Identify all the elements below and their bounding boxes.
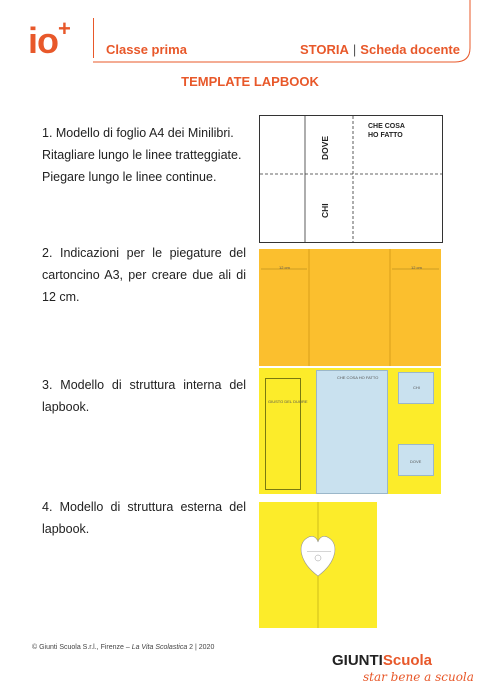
- giunti-scuola-logo: GIUNTIScuola: [332, 652, 433, 669]
- header-border: [0, 0, 500, 80]
- chi-label: CHI: [320, 203, 330, 218]
- dove-card: DOVE: [398, 444, 434, 476]
- item-2-text: 2. Indicazioni per le piegature del cartoncino A3, per creare due ali di 12 cm.: [42, 246, 246, 304]
- chi-card: CHI: [398, 372, 434, 404]
- giusto-panel: GIUSTO DEL DUORE: [265, 378, 301, 490]
- class-label: Classe prima: [106, 42, 187, 57]
- subject-label: STORIA | Scheda docente: [300, 42, 460, 57]
- right-wing-mark: 12 cm: [411, 265, 422, 270]
- heart-label: ——————: [307, 548, 331, 553]
- header-divider: [93, 18, 94, 58]
- che-cosa-label: CHE COSA HO FATTO: [368, 123, 405, 139]
- outer-structure-figure: [259, 502, 377, 628]
- a3-fold-figure: [259, 249, 441, 366]
- left-wing-mark: 12 cm: [279, 265, 290, 270]
- page-title: TEMPLATE LAPBOOK: [181, 74, 319, 89]
- center-blue-panel: CHE COSA HO FATTO: [316, 370, 388, 494]
- io-plus-logo: io+: [28, 16, 70, 61]
- item-4-text: 4. Modello di struttura esterna del lapbook.: [42, 500, 246, 536]
- dove-label: DOVE: [320, 135, 330, 160]
- inner-structure-figure: [259, 368, 441, 494]
- tagline: star bene a scuola: [363, 670, 474, 684]
- footer-copyright: © Giunti Scuola S.r.l., Firenze – La Vita Scolastica 2 | 2020: [32, 644, 215, 651]
- minibook-template-figure: [259, 115, 443, 243]
- item-3-text: 3. Modello di struttura interna del lapbook.: [42, 378, 246, 414]
- item-1-text: 1. Modello di foglio A4 dei Minilibri. Ritagliare lungo le linee tratteggiate. Piegare lungo le linee continue.: [42, 126, 242, 184]
